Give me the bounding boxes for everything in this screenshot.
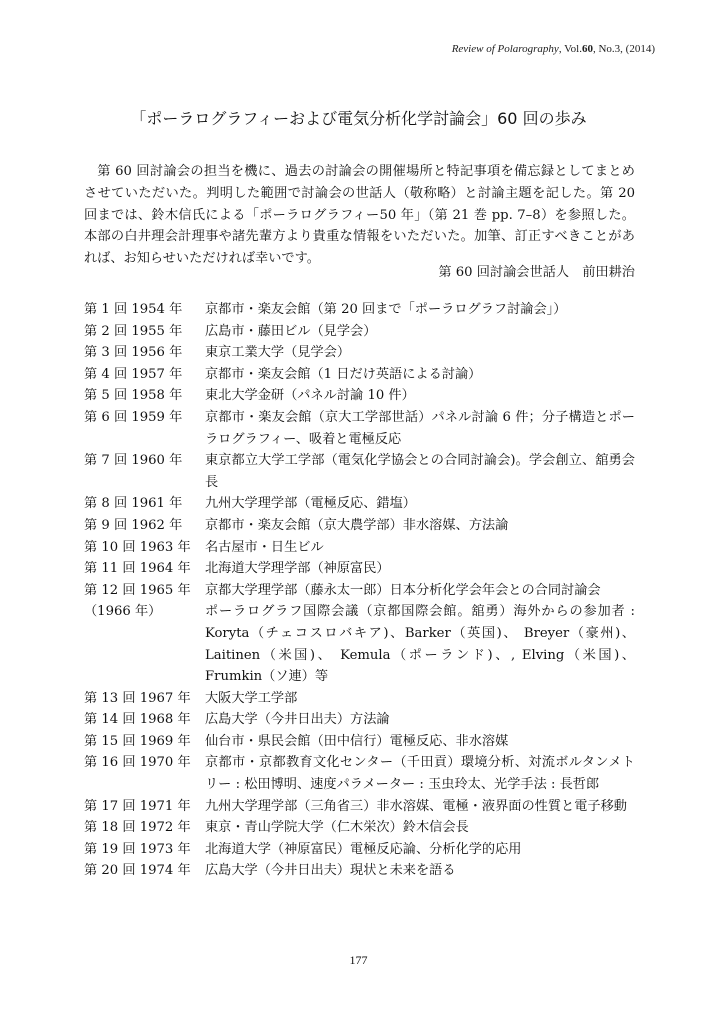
volume-prefix: , Vol. [558,43,582,55]
history-entry [84,407,635,450]
entry-date [84,860,205,882]
history-entry [84,709,635,731]
entry-date [84,385,205,407]
history-entry [84,342,635,364]
entry-date [84,580,205,688]
entry-date-main: 第 13 回 1967 年 [84,690,191,706]
history-entry [84,537,635,559]
running-head [452,43,655,55]
entry-date [84,407,205,450]
history-entry [84,688,635,710]
history-entry [84,515,635,537]
entry-description [205,709,635,731]
entry-date [84,731,205,753]
entry-date-main: 第 2 回 1955 年 [84,323,183,339]
entry-description-text: 京都市・楽友会館（京大農学部）非水溶媒、方法論 [205,517,509,533]
history-entry [84,817,635,839]
entry-description [205,364,635,386]
entry-description [205,450,635,493]
entry-description [205,558,635,580]
entry-description-text: 東京・青山学院大学（仁木栄次）鈴木信会長 [205,820,469,836]
entry-date [84,537,205,559]
entry-description-text: 名古屋市・日生ビル [205,539,324,555]
entry-date [84,817,205,839]
entry-date-main: 第 16 回 1970 年 [84,755,191,771]
history-entry [84,385,635,407]
entry-description [205,515,635,537]
entry-date-main: 第 5 回 1958 年 [84,388,183,404]
entry-description [205,537,635,559]
entry-description-text: 九州大学理学部（三角省三）非水溶媒、電極・液界面の性質と電子移動 [205,798,627,814]
issue-info: , No.3, (2014) [592,43,655,55]
entry-description-text: 広島大学（今井日出夫）方法論 [205,712,390,728]
entry-description-text: 東京都立大学工学部（電気化学協会との合同討論会)。学会創立、舘勇会長 [205,453,635,490]
entry-date [84,796,205,818]
entry-date-main: 第 10 回 1963 年 [84,539,191,555]
entry-description-text: 京都大学理学部（藤永太一郎）日本分析化学会年会との合同討論会 [205,582,601,598]
entry-description-text: 京都市・京都教育文化センター（千田貢）環境分析、対流ボルタンメトリー : 松田博明、速度パラメーター : 玉虫玲太、光学手法 : 長哲郎 [205,755,635,793]
entry-description [205,385,635,407]
history-entry [84,299,635,321]
entry-date-sub: （1966 年） [84,604,162,620]
entry-date-main: 第 7 回 1960 年 [84,453,183,469]
history-list [84,299,635,882]
entry-date-main: 第 6 回 1959 年 [84,409,183,425]
history-entry [84,731,635,753]
entry-date [84,709,205,731]
history-entry [84,558,635,580]
history-entry [84,860,635,882]
entry-description-text-2: ポーラログラフ国際会議（京都国際会館。舘勇）海外からの参加者 : Koryta（チェコスロバキア)、Barker（英国)、 Breyer（豪州)、Laitinen（米国)、 Kemula（ポーランド)、, Elving（米国)、 Frumkin（ソ連）等 [205,604,635,685]
history-entry [84,796,635,818]
entry-date [84,493,205,515]
entry-date-main: 第 9 回 1962 年 [84,517,183,533]
entry-date-main: 第 19 回 1973 年 [84,841,191,857]
entry-date-main: 第 17 回 1971 年 [84,798,191,814]
page-title: 「ポーラログラフィーおよび電気分析化学討論会」60 回の歩み [130,109,587,128]
history-entry [84,450,635,493]
page-number: 177 [349,953,368,967]
history-entry [84,839,635,861]
entry-description-text: 広島市・藤田ビル（見学会） [205,323,377,339]
entry-description-text: 京都市・楽友会館（1 日だけ英語による討論） [205,366,482,382]
intro-paragraph [84,161,635,270]
entry-description [205,321,635,343]
history-entry [84,580,635,688]
entry-date [84,558,205,580]
intro-text: 第 60 回討論会の担当を機に、過去の討論会の開催場所と特記事項を備忘録としてまとめさせていただいた。判明した範囲で討論会の世話人（敬称略）と討論主題を記した。第 20 回までは、鈴木信氏による「ポーラログラフィー50 年」（第 21 巻 pp. 7–8）を参照した。本部の白井理会計理事や諸先輩方より貴重な情報をいただいた。加筆、訂正すべきことがあれば、お知らせいただければ幸いです。 [84,164,635,267]
signature: 第 60 回討論会世話人 前田耕治 [438,265,635,280]
entry-description-text: 京都市・楽友会館（第 20 回まで「ポーラログラフ討論会」） [205,302,567,317]
entry-date-main: 第 12 回 1965 年 [84,582,191,598]
entry-description-text: 大阪大学工学部 [205,690,298,706]
history-entry [84,321,635,343]
entry-date [84,342,205,364]
entry-description-text: 東京工業大学（見学会） [205,345,351,361]
entry-description-text: 九州大学理学部（電極反応、錯塩） [205,496,416,512]
entry-description-text: 京都市・楽友会館（京大工学部世話）パネル討論 6 件；分子構造とポーラログラフィー、吸着と電極反応 [205,409,635,447]
entry-date-main: 第 11 回 1964 年 [84,561,191,577]
entry-date-main: 第 20 回 1974 年 [84,863,191,879]
entry-description [205,731,635,753]
entry-description [205,493,635,515]
entry-date [84,688,205,710]
entry-date-main: 第 18 回 1972 年 [84,820,191,836]
entry-description-text: 北海道大学理学部（神原富民） [205,561,390,577]
entry-date [84,515,205,537]
journal-name: Review of Polarography [451,43,559,55]
entry-description [205,839,635,861]
entry-description [205,299,635,321]
entry-date-main: 第 8 回 1961 年 [84,496,183,512]
entry-date-main: 第 15 回 1969 年 [84,733,191,749]
entry-date [84,752,205,795]
history-entry [84,364,635,386]
entry-date [84,299,205,321]
history-entry [84,493,635,515]
entry-description [205,407,635,450]
entry-description-text: 北海道大学（神原富民）電極反応論、分析化学的応用 [205,841,522,857]
entry-date-main: 第 4 回 1957 年 [84,366,183,382]
entry-description [205,796,635,818]
entry-description-text: 東北大学金研（パネル討論 10 件） [205,388,415,404]
history-entry [84,752,635,795]
entry-date [84,321,205,343]
entry-date [84,450,205,493]
entry-description [205,860,635,882]
entry-date-main: 第 3 回 1956 年 [84,345,183,361]
entry-description [205,580,635,688]
entry-date [84,364,205,386]
volume-number: 60 [581,43,593,55]
entry-description [205,752,635,795]
entry-description-text: 仙台市・県民会館（田中信行）電極反応、非水溶媒 [205,733,509,749]
entry-description-text: 広島大学（今井日出夫）現状と未来を語る [205,863,456,879]
entry-description [205,817,635,839]
entry-date-main: 第 14 回 1968 年 [84,712,191,728]
entry-description [205,342,635,364]
entry-date-main: 第 1 回 1954 年 [84,302,183,317]
entry-date [84,839,205,861]
entry-description [205,688,635,710]
